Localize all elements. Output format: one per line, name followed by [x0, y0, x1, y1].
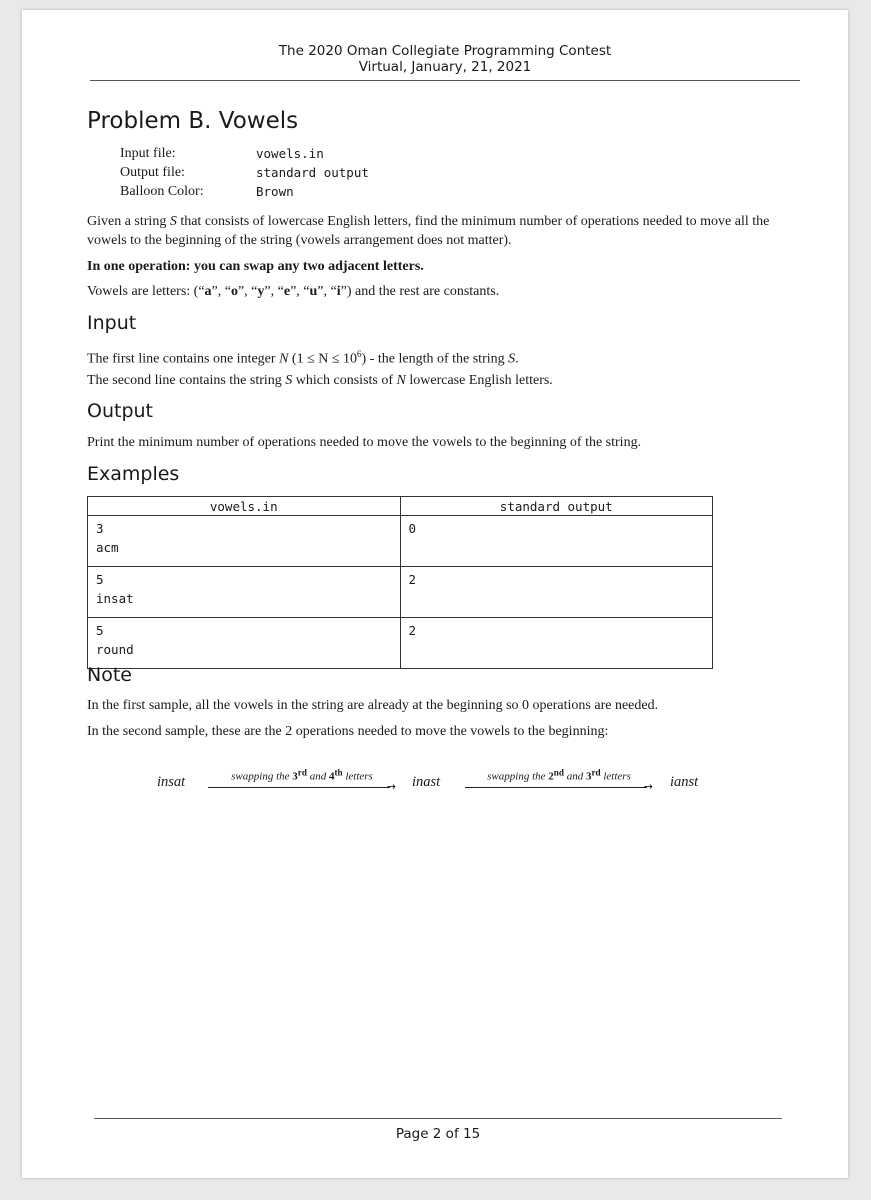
word-step-1: insat	[157, 774, 186, 790]
footer-divider	[94, 1118, 782, 1119]
output-heading: Output	[87, 400, 153, 422]
text-run: that consists of lowercase English letters, find the minimum number of operations needed to move all the vowels to the beginning of the string (vowels arrangement does not matter).	[87, 214, 770, 248]
contest-name: The 2020 Oman Collegiate Programming Contest	[278, 43, 612, 59]
index: 3	[292, 770, 298, 783]
input-line: insat	[96, 591, 134, 606]
math-var: S	[169, 214, 177, 229]
note-paragraph-2: In the second sample, these are the 2 operations needed to move the vowels to the beginning:	[87, 724, 609, 739]
problem-title: Problem B. Vowels	[87, 108, 299, 134]
operation-rule: In one operation: you can swap any two adjacent letters.	[87, 259, 424, 274]
swap-arrow-2	[465, 767, 653, 797]
vowel: a	[204, 284, 212, 299]
arrow-shaft	[208, 787, 390, 788]
vowels-paragraph: Vowels are letters: (“a”, “o”, “y”, “e”, “u”, “i”) and the rest are constants.	[87, 284, 500, 299]
table-row	[88, 567, 713, 618]
example-input	[88, 516, 401, 567]
input-line: 3	[96, 521, 104, 536]
input-line: acm	[96, 540, 119, 555]
example-output	[400, 516, 713, 567]
math-var: N	[396, 373, 406, 388]
swap-arrow-label	[465, 767, 653, 783]
vowel: u	[309, 284, 318, 299]
text-run: The first line contains one integer	[87, 351, 280, 367]
output-line: 0	[408, 521, 417, 536]
input-line: round	[96, 642, 134, 657]
example-input	[88, 618, 401, 669]
column-header-output: standard output	[400, 497, 713, 516]
index: 4	[328, 770, 335, 783]
vowel: e	[283, 284, 291, 299]
meta-value: vowels.in	[256, 146, 324, 161]
text-run: lowercase English letters.	[405, 373, 553, 388]
ordinal-suffix: rd	[297, 767, 307, 777]
example-output	[400, 567, 713, 618]
meta-value: standard output	[256, 165, 369, 180]
output-line: 2	[408, 623, 417, 638]
text-run: Given a string	[87, 214, 170, 229]
text-run: ”) and the rest are constants.	[340, 284, 500, 299]
meta-key: Output file:	[120, 165, 185, 180]
text-run: letters	[600, 770, 631, 783]
vowel: y	[257, 284, 265, 299]
text-run: The second line contains the string	[87, 373, 286, 388]
swap-arrow-label	[208, 767, 396, 783]
arrow-head-icon: →	[643, 780, 653, 793]
page-header	[90, 43, 800, 75]
input-heading: Input	[87, 312, 137, 334]
note-paragraph-1: In the first sample, all the vowels in the string are already at the beginning so 0 operations are needed.	[87, 698, 659, 713]
statement-paragraph	[87, 212, 787, 250]
meta-row-output	[120, 163, 369, 182]
vowel: i	[336, 284, 341, 299]
meta-key: Input file:	[120, 146, 176, 161]
meta-row-balloon	[120, 182, 369, 201]
arrow-shaft	[465, 787, 647, 788]
input-line-1	[87, 345, 787, 369]
header-divider	[90, 80, 800, 81]
problem-meta	[120, 144, 369, 201]
text-run: swapping the	[487, 770, 549, 783]
text-run: letters	[342, 770, 373, 783]
word-step-3: ianst	[670, 774, 699, 790]
text-run: Vowels are letters: (“	[87, 284, 205, 299]
text-run: and	[306, 770, 329, 783]
input-line-2	[87, 371, 787, 390]
word-step-2: inast	[412, 774, 441, 790]
table-row	[88, 516, 713, 567]
table-header-row	[88, 497, 713, 516]
ordinal-suffix: rd	[591, 767, 601, 777]
output-line: 2	[408, 572, 417, 587]
math-var: N	[279, 351, 289, 367]
example-output	[400, 618, 713, 669]
index: 3	[585, 770, 592, 783]
output-text: Print the minimum number of operations needed to move the vowels to the beginning of the string.	[87, 435, 642, 450]
text-run: .	[515, 351, 519, 367]
arrow-head-icon: →	[386, 780, 396, 793]
ordinal-suffix: th	[334, 767, 343, 777]
text-run: and	[563, 770, 586, 783]
examples-table	[87, 496, 713, 669]
swap-arrow-1	[208, 767, 396, 797]
example-input	[88, 567, 401, 618]
ordinal-suffix: nd	[553, 767, 564, 777]
meta-key: Balloon Color:	[120, 184, 204, 199]
examples-heading: Examples	[87, 463, 180, 485]
table-row	[88, 618, 713, 669]
vowel: o	[230, 284, 238, 299]
text-run: swapping the	[231, 770, 293, 783]
operations-diagram	[22, 762, 848, 802]
input-line: 5	[96, 572, 104, 587]
text-run: which consists of	[292, 373, 397, 388]
meta-value: Brown	[256, 184, 294, 199]
contest-date: Virtual, January, 21, 2021	[358, 59, 532, 75]
math-exponent: 6	[357, 349, 362, 359]
math-range: (1 ≤ N ≤ 10	[291, 351, 358, 367]
math-var: S	[508, 351, 516, 367]
text-run: ) - the length of the string	[361, 351, 509, 367]
note-heading: Note	[87, 664, 132, 686]
page-number: Page 2 of 15	[395, 1126, 481, 1142]
meta-row-input	[120, 144, 369, 163]
math-var: S	[285, 373, 293, 388]
input-line: 5	[96, 623, 104, 638]
index: 2	[548, 770, 554, 783]
document-page	[22, 10, 848, 1178]
column-header-input: vowels.in	[88, 497, 401, 516]
